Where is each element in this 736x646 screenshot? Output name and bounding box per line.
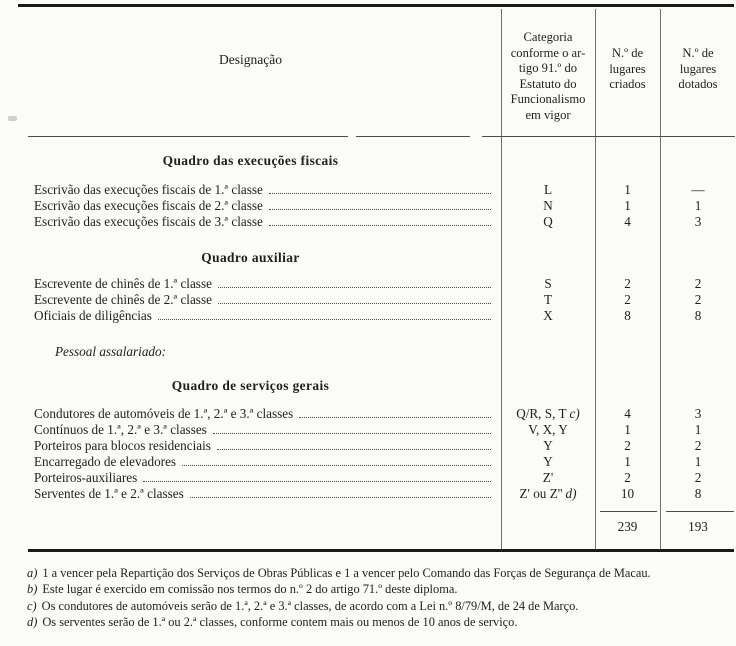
row-criados: 2 <box>624 470 631 485</box>
categoria-value: T <box>543 292 553 307</box>
categoria-value: Q/R, S, T <box>516 406 567 421</box>
footnotes <box>27 565 729 631</box>
row-label: Oficiais de diligências <box>34 308 152 323</box>
header-dotados-line: N.º de <box>682 46 714 60</box>
table-row <box>0 454 736 470</box>
total-lugares-dotados: 193 <box>688 519 708 534</box>
categoria-value: Q <box>543 214 553 229</box>
row-categoria <box>501 308 595 324</box>
row-dotados: 8 <box>694 486 702 501</box>
footnote-letter: a) <box>27 566 38 580</box>
row-categoria <box>501 214 595 230</box>
row-label: Serventes de 1.ª e 2.ª classes <box>34 486 184 501</box>
row-designacao <box>0 214 501 230</box>
row-criados: 8 <box>624 308 631 323</box>
row-criados: 1 <box>624 454 631 469</box>
row-categoria <box>501 486 595 502</box>
footnote-letter: d) <box>27 615 38 630</box>
row-label: Escrivão das execuções fiscais de 2.ª classe <box>34 198 263 213</box>
header-criados-line: lugares <box>609 61 646 76</box>
footnote-text: Este lugar é exercido em comissão nos termos do n.º 2 do artigo 71.º deste diploma. <box>42 582 458 597</box>
total-lugares-criados: 239 <box>617 519 638 534</box>
section-heading-execucoes-fiscais: Quadro das execuções fiscais <box>162 153 339 168</box>
header-underline-segment <box>482 136 735 137</box>
dot-leader <box>218 287 491 288</box>
row-criados: 2 <box>624 438 631 453</box>
categoria-value: S <box>544 276 552 291</box>
row-designacao <box>0 470 501 486</box>
header-categoria-line: Funcionalismo <box>510 92 586 106</box>
totals-row <box>595 519 736 535</box>
row-criados: 2 <box>624 292 631 307</box>
categoria-value: Y <box>543 454 553 469</box>
row-designacao <box>0 422 501 438</box>
row-designacao <box>0 276 501 292</box>
section-rows <box>0 182 736 230</box>
bottom-rule <box>28 549 734 552</box>
row-designacao <box>0 438 501 454</box>
header-categoria-line: em vigor <box>525 107 571 122</box>
row-label: Encarregado de elevadores <box>34 454 177 469</box>
header-categoria-line: conforme o ar- <box>510 45 586 60</box>
row-dotados: 8 <box>694 308 702 323</box>
footnote-b <box>27 581 729 597</box>
footnote-text: Os condutores de automóveis serão de 1.ª, 2.ª e 3.ª classes, de acordo com a Lei n.º 8/79/M, de 24 de Março. <box>41 598 579 613</box>
footnote-c <box>27 598 729 614</box>
footnote-a <box>27 565 729 581</box>
row-designacao <box>0 198 501 214</box>
row-designacao <box>0 308 501 324</box>
row-dotados: 2 <box>694 438 702 453</box>
categoria-value: L <box>543 182 553 197</box>
header-underline-segment <box>28 136 348 137</box>
header-lugares-dotados <box>660 28 736 123</box>
subheading-pessoal-assalariado: Pessoal assalariado: <box>55 344 166 359</box>
table-row <box>0 308 736 324</box>
header-criados-line: criados <box>609 77 646 91</box>
totals-rule-dotados <box>666 511 734 512</box>
categoria-footnote-ref: d) <box>565 486 577 501</box>
footnote-text: Os serventes serão de 1.ª ou 2.ª classes, conforme contem mais ou menos de 10 anos de serviço. <box>42 615 518 630</box>
dot-leader <box>143 481 491 482</box>
row-categoria <box>501 292 595 308</box>
row-dotados: — <box>691 182 705 197</box>
dot-leader <box>269 209 491 210</box>
categoria-value: Z' <box>542 470 554 485</box>
row-designacao <box>0 182 501 198</box>
table-row <box>0 438 736 454</box>
row-dotados: 2 <box>694 276 702 291</box>
row-label: Porteiros-auxiliares <box>34 470 138 485</box>
dot-leader <box>218 303 491 304</box>
dot-leader <box>269 225 491 226</box>
row-categoria <box>501 182 595 198</box>
header-categoria-line: Categoria <box>523 30 573 44</box>
row-criados: 2 <box>624 276 631 291</box>
section-heading-servicos-gerais: Quadro de serviços gerais <box>171 378 330 393</box>
footnote-letter: c) <box>27 598 37 613</box>
section-heading-quadro-auxiliar: Quadro auxiliar <box>201 250 300 265</box>
row-dotados: 1 <box>694 454 702 469</box>
table-row <box>0 214 736 230</box>
header-dotados-line: lugares <box>679 61 717 76</box>
row-label: Escrivão das execuções fiscais de 3.ª classe <box>34 214 263 229</box>
categoria-footnote-ref: c) <box>569 406 580 421</box>
dot-leader <box>190 497 491 498</box>
row-label: Porteiros para blocos residenciais <box>34 438 211 453</box>
row-label: Escrevente de chinês de 2.ª classe <box>34 292 212 307</box>
header-categoria <box>501 28 595 123</box>
row-label: Condutores de automóveis de 1.ª, 2.ª e 3.ª classes <box>34 406 294 421</box>
footnote-letter: b) <box>27 582 38 597</box>
row-categoria <box>501 422 595 438</box>
row-designacao <box>0 486 501 502</box>
row-criados: 4 <box>624 406 631 421</box>
table-row <box>0 276 736 292</box>
row-dotados: 1 <box>694 198 702 213</box>
dot-leader <box>213 433 491 434</box>
row-dotados: 3 <box>694 214 702 229</box>
categoria-value: X <box>543 308 553 323</box>
row-categoria <box>501 438 595 454</box>
row-label: Escrivão das execuções fiscais de 1.ª classe <box>34 182 263 197</box>
row-categoria <box>501 470 595 486</box>
table-row <box>0 406 736 422</box>
row-label: Contínuos de 1.ª, 2.ª e 3.ª classes <box>34 422 207 437</box>
categoria-value: N <box>543 198 553 213</box>
header-underline-segment <box>356 136 470 137</box>
header-designacao: Designação <box>219 52 282 67</box>
header-categoria-line: tigo 91.º do <box>518 61 578 75</box>
table-row <box>0 292 736 308</box>
top-rule <box>18 4 734 7</box>
dot-leader <box>182 465 491 466</box>
table-header <box>0 28 736 123</box>
totals-rule-criados <box>600 511 657 512</box>
row-criados: 1 <box>624 422 631 437</box>
row-dotados: 3 <box>694 406 702 421</box>
dot-leader <box>217 449 491 450</box>
table-row <box>0 422 736 438</box>
categoria-value: Y <box>543 438 553 453</box>
footnote-d <box>27 614 729 630</box>
header-categoria-line: Estatuto do <box>519 76 577 91</box>
row-criados: 1 <box>624 182 631 197</box>
table-body <box>0 150 736 502</box>
row-criados: 10 <box>620 486 635 501</box>
row-categoria <box>501 406 595 422</box>
row-dotados: 1 <box>694 422 702 437</box>
header-lugares-criados <box>595 28 660 123</box>
row-dotados: 2 <box>694 470 702 485</box>
row-categoria <box>501 198 595 214</box>
dot-leader <box>158 319 491 320</box>
footnote-text: 1 a vencer pela Repartição dos Serviços de Obras Públicas e 1 a vencer pelo Comando das Forças de Segurança de Macau. <box>42 566 651 580</box>
table-row <box>0 486 736 502</box>
row-criados: 4 <box>624 214 631 229</box>
dot-leader <box>299 417 491 418</box>
categoria-value: Z' ou Z'' <box>519 486 563 501</box>
header-criados-line: N.º de <box>611 46 644 60</box>
row-designacao <box>0 406 501 422</box>
categoria-value: V, X, Y <box>528 422 568 437</box>
row-criados: 1 <box>624 198 631 213</box>
table-row <box>0 182 736 198</box>
table-row <box>0 198 736 214</box>
section-rows <box>0 406 736 502</box>
section-rows <box>0 276 736 324</box>
row-categoria <box>501 276 595 292</box>
header-dotados-line: dotados <box>678 77 718 91</box>
row-designacao <box>0 292 501 308</box>
table-row <box>0 470 736 486</box>
row-designacao <box>0 454 501 470</box>
dot-leader <box>269 193 491 194</box>
row-label: Escrevente de chinês de 1.ª classe <box>34 276 212 291</box>
row-dotados: 2 <box>694 292 702 307</box>
row-categoria <box>501 454 595 470</box>
